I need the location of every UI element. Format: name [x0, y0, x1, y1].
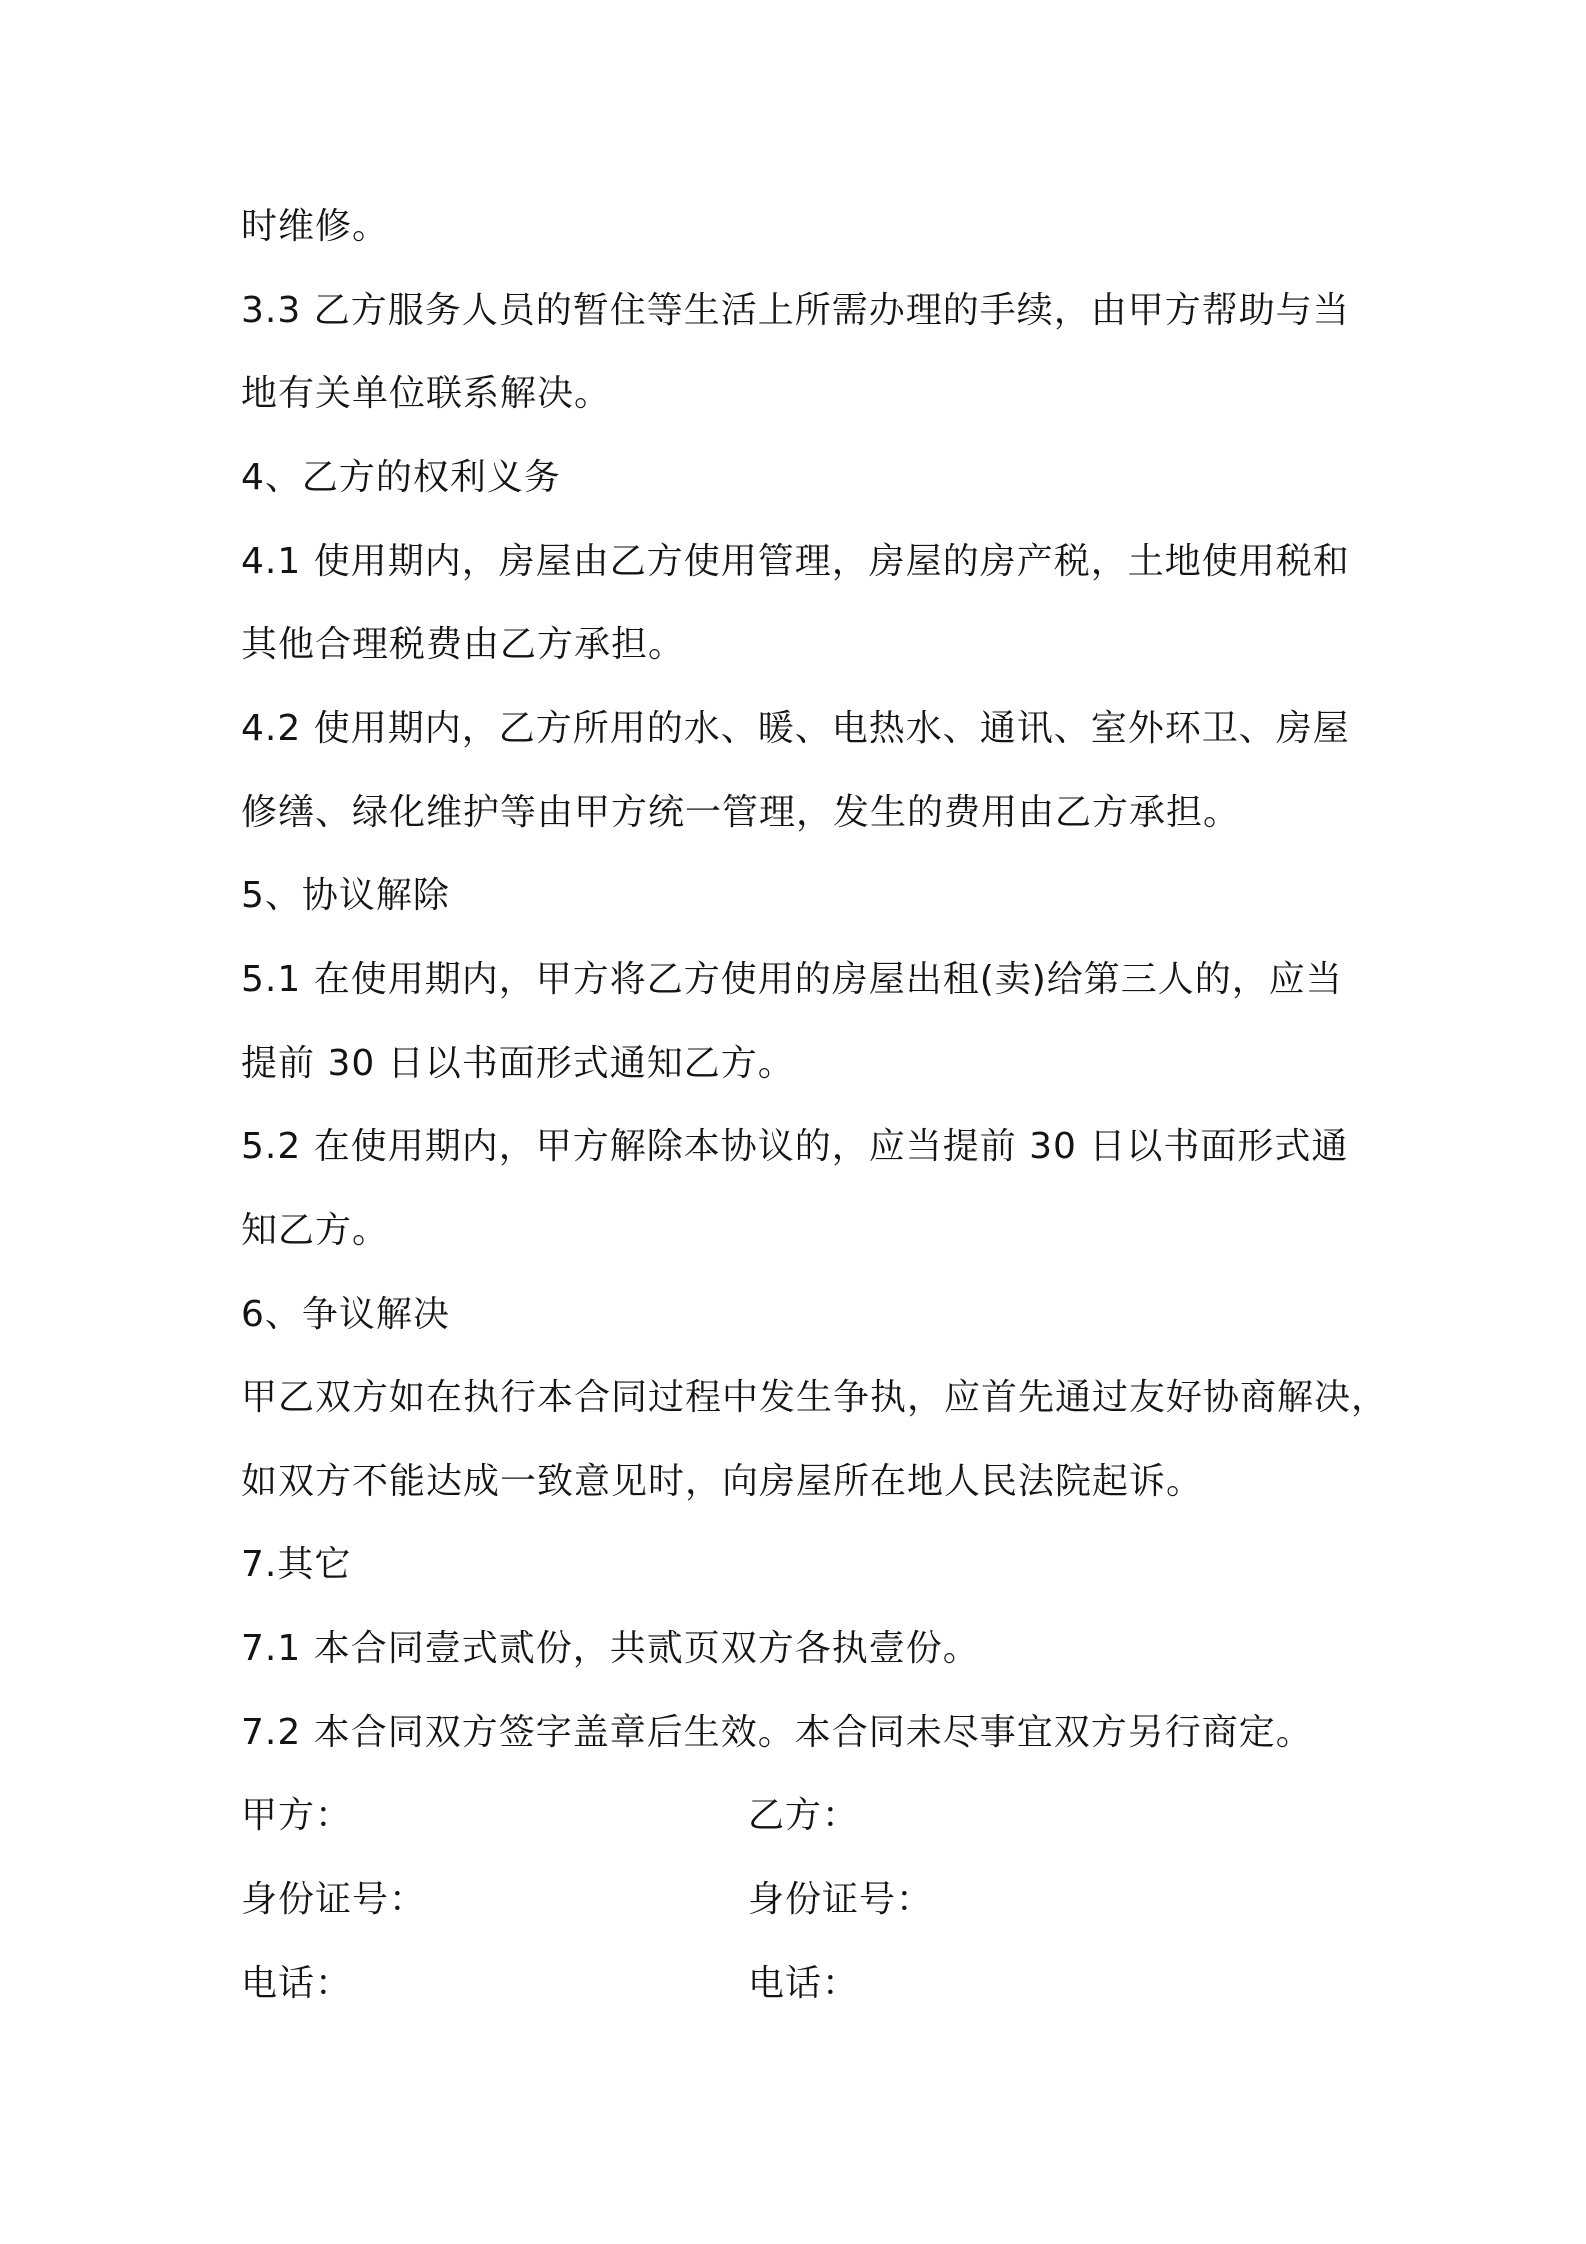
clause-7-2: 7.2 本合同双方签字盖章后生效。本合同未尽事宜双方另行商定。	[241, 1712, 1313, 1753]
clause-4-2: 4.2 使用期内，乙方所用的水、暖、电热水、通讯、室外环卫、房屋	[241, 708, 1350, 749]
text-line: 修缮、绿化维护等由甲方统一管理，发生的费用由乙方承担。	[241, 792, 1241, 833]
party-a-label: 甲方：	[241, 1795, 353, 1836]
text-line: 其他合理税费由乙方承担。	[241, 624, 686, 665]
clause-5-1: 5.1 在使用期内，甲方将乙方使用的房屋出租(卖)给第三人的，应当	[241, 959, 1343, 1000]
clause-4-1: 4.1 使用期内，房屋由乙方使用管理，房屋的房产税，土地使用税和	[241, 541, 1350, 582]
id-number-b-label: 身份证号：	[748, 1879, 934, 1920]
section-heading-6: 6、争议解决	[241, 1294, 450, 1335]
section-heading-4: 4、乙方的权利义务	[241, 457, 561, 498]
text-line: 如双方不能达成一致意见时，向房屋所在地人民法院起诉。	[241, 1461, 1204, 1502]
section-heading-7: 7.其它	[241, 1544, 352, 1585]
text-line: 地有关单位联系解决。	[241, 373, 612, 414]
section-heading-5: 5、协议解除	[241, 875, 450, 916]
phone-a-label: 电话：	[241, 1963, 353, 2004]
id-number-a-label: 身份证号：	[241, 1879, 427, 1920]
text-line: 甲乙双方如在执行本合同过程中发生争执，应首先通过友好协商解决，	[241, 1377, 1389, 1418]
text-line: 提前 30 日以书面形式通知乙方。	[241, 1043, 795, 1084]
party-b-label: 乙方：	[748, 1795, 860, 1836]
phone-b-label: 电话：	[748, 1963, 860, 2004]
clause-7-1: 7.1 本合同壹式贰份，共贰页双方各执壹份。	[241, 1628, 980, 1669]
clause-5-2: 5.2 在使用期内，甲方解除本协议的，应当提前 30 日以书面形式通	[241, 1126, 1349, 1167]
clause-3-3: 3.3 乙方服务人员的暂住等生活上所需办理的手续，由甲方帮助与当	[241, 290, 1350, 331]
text-line: 知乙方。	[241, 1210, 390, 1251]
text-line: 时维修。	[241, 206, 390, 247]
